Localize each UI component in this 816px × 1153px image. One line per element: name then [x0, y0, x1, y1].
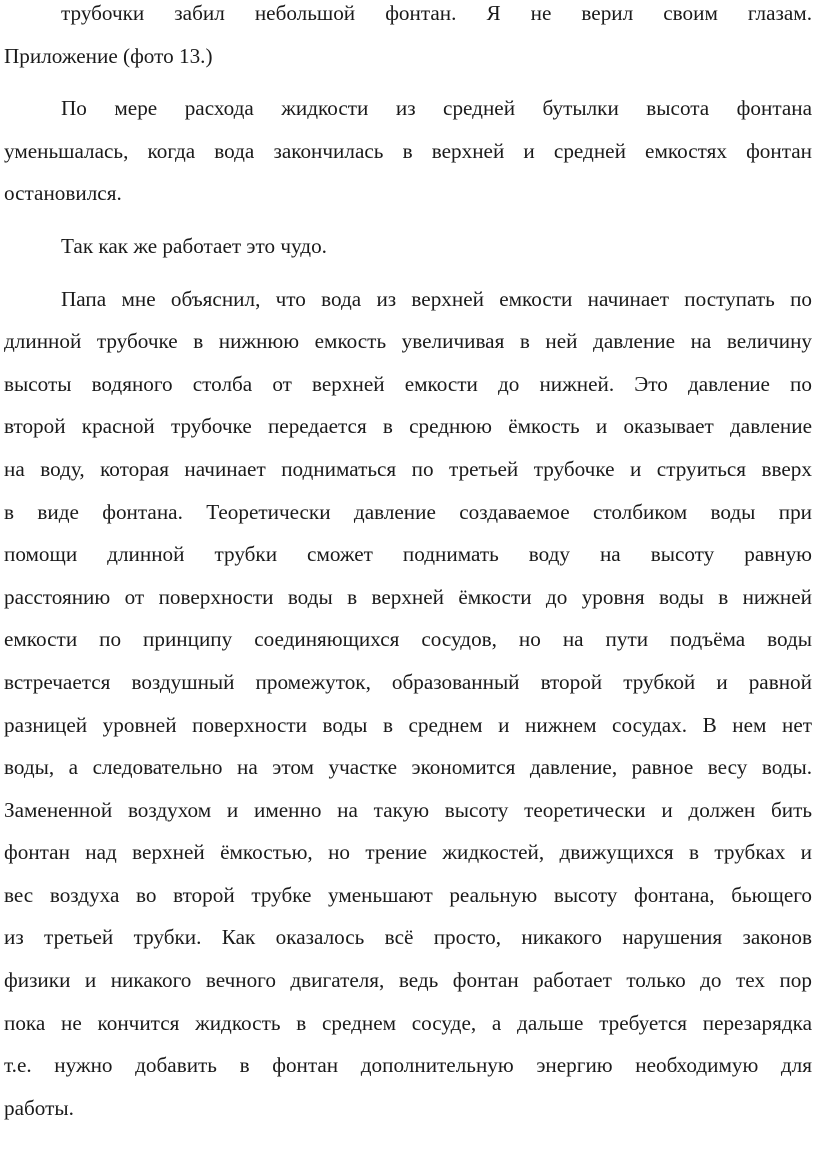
text-line: воды, а следовательно на этом участке экономится давление, равное весу воды.	[4, 755, 812, 780]
paragraph-question	[4, 225, 812, 268]
text-line: остановился.	[4, 181, 122, 206]
text-line: в виде фонтана. Теоретически давление создаваемое столбиком воды при	[4, 499, 812, 524]
text-line: длинной трубочке в нижнюю емкость увеличивая в ней давление на величину	[4, 329, 812, 354]
paragraph-fountain-height	[4, 87, 812, 215]
text-line: По мере расхода жидкости из средней бутылки высота фонтана	[61, 96, 812, 121]
text-line: из третьей трубки. Как оказалось всё просто, никакого нарушения законов	[4, 925, 812, 950]
text-line: уменьшалась, когда вода закончилась в верхней и средней емкостях фонтан	[4, 138, 812, 163]
text-line: Так как же работает это чудо.	[61, 233, 327, 258]
paragraph-fountain-continued	[4, 0, 812, 77]
text-line: помощи длинной трубки сможет поднимать воду на высоту равную	[4, 542, 812, 567]
text-line: высоты водяного столба от верхней емкости до нижней. Это давление по	[4, 371, 812, 396]
text-line: Приложение (фото 13.)	[4, 43, 213, 68]
text-line: вес воздуха во второй трубке уменьшают реальную высоту фонтана, бьющего	[4, 882, 812, 907]
text-line: расстоянию от поверхности воды в верхней ёмкости до уровня воды в нижней	[4, 584, 812, 609]
text-line: Замененной воздухом и именно на такую высоту теоретически и должен бить	[4, 797, 812, 822]
body-text	[4, 0, 812, 1139]
text-line: встречается воздушный промежуток, образованный второй трубкой и равной	[4, 669, 812, 694]
text-line: фонтан над верхней ёмкостью, но трение жидкостей, движущихся в трубках и	[4, 840, 812, 865]
text-line: разницей уровней поверхности воды в среднем и нижнем сосудах. В нем нет	[4, 712, 812, 737]
text-line: трубочки забил небольшой фонтан. Я не верил своим глазам.	[61, 1, 812, 25]
text-line: т.е. нужно добавить в фонтан дополнительную энергию необходимую для	[4, 1053, 812, 1078]
text-line: пока не кончится жидкость в среднем сосуде, а дальше требуется перезарядка	[4, 1010, 812, 1035]
text-line: на воду, которая начинает подниматься по третьей трубочке и струиться вверх	[4, 456, 812, 481]
text-line: работы.	[4, 1095, 74, 1120]
paragraph-explanation	[4, 278, 812, 1130]
text-line: второй красной трубочке передается в среднюю ёмкость и оказывает давление	[4, 414, 812, 439]
text-line: емкости по принципу соединяющихся сосудов, но на пути подъёма воды	[4, 627, 812, 652]
text-line: Папа мне объяснил, что вода из верхней емкости начинает поступать по	[61, 286, 812, 311]
text-line: физики и никакого вечного двигателя, ведь фонтан работает только до тех пор	[4, 968, 812, 993]
